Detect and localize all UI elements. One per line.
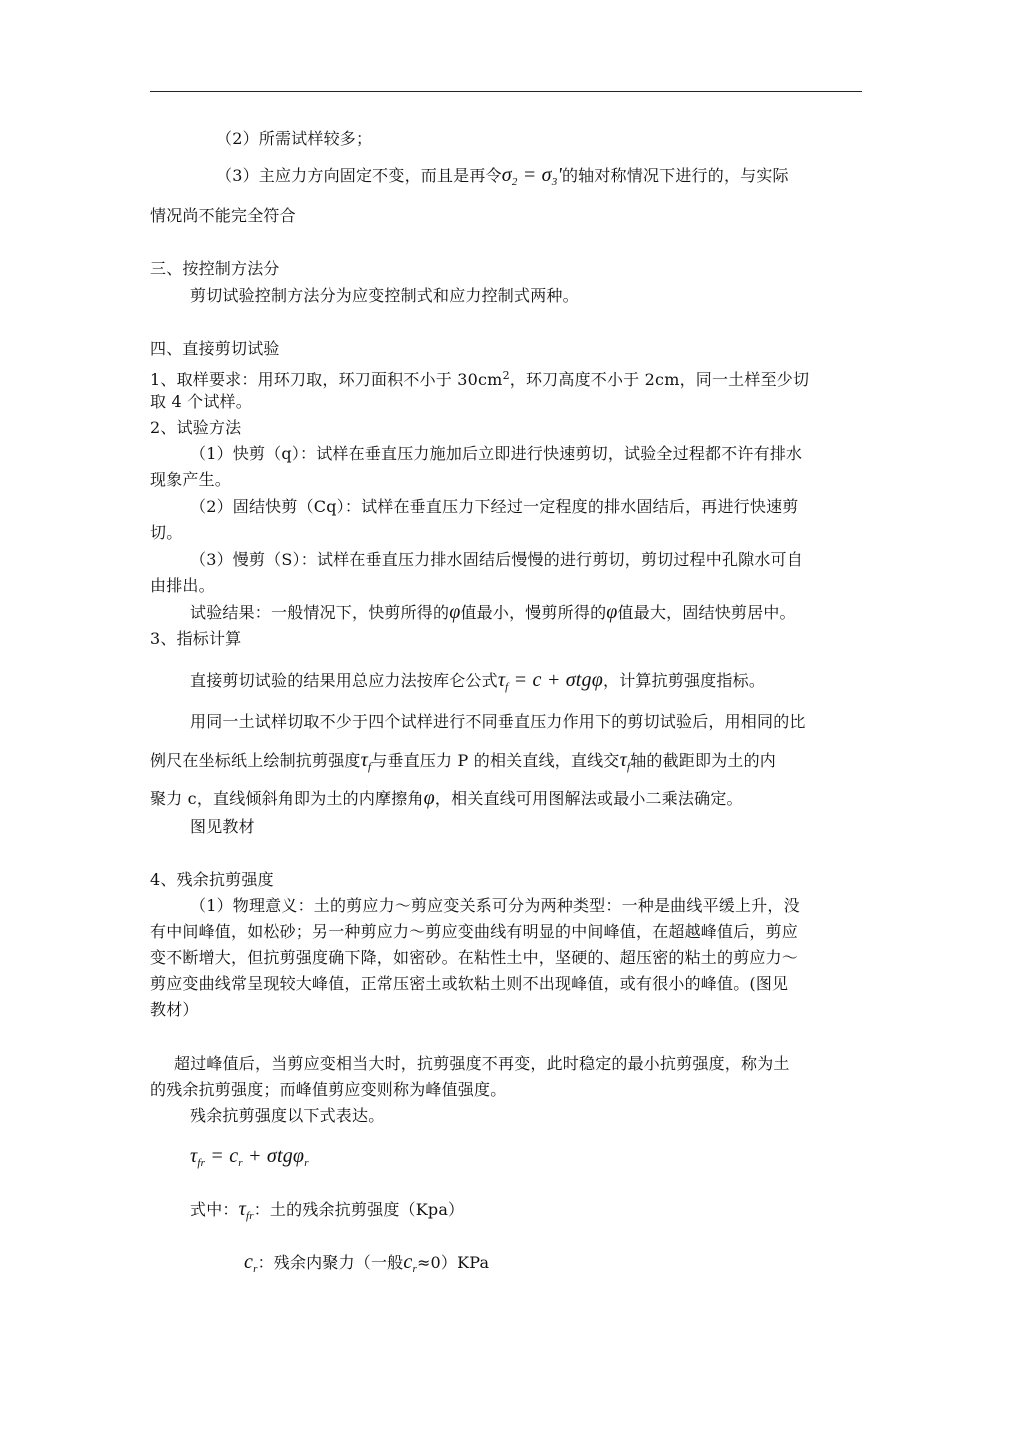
formula-c-r: $c_r$ [403,1251,417,1275]
text-line: 取 4 个试样。 [150,392,252,411]
section-heading: 四、直接剪切试验 [150,339,280,358]
formula-tau-f: $\tau_f$ [619,749,631,773]
text-line: 式中：$\tau_{fr}$：土的残余抗剪强度（Kpa） [190,1198,465,1222]
text-line: 有中间峰值，如松砂；另一种剪应力～剪应变曲线有明显的中间峰值，在超越峰值后，剪应 [150,922,799,941]
text-line: 的残余抗剪强度；而峰值剪应变则称为峰值强度。 [150,1080,507,1099]
text-line: 由排出。 [150,576,215,595]
header-rule [150,91,862,92]
text-line: （3）主应力方向固定不变，而且是再令$\sigma_2 = \sigma_3'$的轴对称情况下进行的，与实际 [216,164,789,188]
text-line: 切。 [150,523,183,542]
formula-phi: φ [606,601,618,623]
text-line: 试验结果：一般情况下，快剪所得的φ值最小，慢剪所得的φ值最大，固结快剪居中。 [190,601,796,623]
formula-c-r: $c_r$ [244,1251,258,1275]
text-line: 超过峰值后，当剪应变相当大时，抗剪强度不再变，此时稳定的最小抗剪强度，称为土 [174,1054,790,1073]
formula-sigma2-eq-sigma3: $\sigma_2 = \sigma_3'$ [501,164,562,188]
subsection-heading: 4、残余抗剪强度 [150,870,274,889]
subsection-heading: 2、试验方法 [150,418,242,437]
formula-coulomb: $\tau_f = c + \sigma tg\varphi$ [497,669,604,693]
formula-residual-strength: $\tau_{fr} = c_r + \sigma tg\varphi_r$ [190,1145,309,1169]
text-line: 剪切试验控制方法分为应变控制式和应力控制式两种。 [190,286,579,305]
text-line: 例尺在坐标纸上绘制抗剪强度$\tau_f$与垂直压力 P 的相关直线，直线交$\tau_f$轴的截距即为土的内 [150,749,777,773]
text-line: $c_r$：残余内聚力（一般$c_r\approx 0)KPa$ [244,1251,490,1275]
text-line: 教材） [150,1000,199,1019]
text-line: 情况尚不能完全符合 [150,206,296,225]
text-line: 直接剪切试验的结果用总应力法按库仑公式$\tau_f = c + \sigma tg\varphi$，计算抗剪强度指标。 [190,669,766,693]
formula-phi: φ [449,601,461,623]
text-line: 残余抗剪强度以下式表达。 [190,1106,385,1125]
text-line: （1）物理意义：土的剪应力～剪应变关系可分为两种类型：一种是曲线平缓上升，没 [190,896,800,915]
text-line: （2）所需试样较多； [216,129,373,148]
text-line: （3）慢剪（S）：试样在垂直压力排水固结后慢慢的进行剪切，剪切过程中孔隙水可自 [190,550,803,569]
text-line: 图见教材 [190,817,255,836]
text-line: （1）快剪（q）：试样在垂直压力施加后立即进行快速剪切，试验全过程都不许有排水 [190,444,803,463]
text-line: 剪应变曲线常呈现较大峰值，正常压密土或软粘土则不出现峰值，或有很小的峰值。(图见 [150,974,789,993]
text-line: 变不断增大，但抗剪强度确下降，如密砂。在粘性土中，坚硬的、超压密的粘土的剪应力～ [150,948,799,967]
formula-phi: φ [423,787,435,809]
text-line: 用同一土试样切取不少于四个试样进行不同垂直压力作用下的剪切试验后，用相同的比 [190,712,806,731]
formula-tau-fr: $\tau_{fr}$ [238,1198,254,1222]
text-line: 聚力 c，直线倾斜角即为土的内摩擦角φ，相关直线可用图解法或最小二乘法确定。 [150,787,743,809]
formula-tau-f: $\tau_f$ [360,749,372,773]
section-heading: 三、按控制方法分 [150,259,280,278]
text-line: （2）固结快剪（Cq）：试样在垂直压力下经过一定程度的排水固结后，再进行快速剪 [190,497,799,516]
text-line: 1、取样要求：用环刀取，环刀面积不小于 $30cm^2$，环刀高度不小于 2cm，同一土样至少切 [150,369,810,389]
text-line: 现象产生。 [150,470,232,489]
subsection-heading: 3、指标计算 [150,629,242,648]
